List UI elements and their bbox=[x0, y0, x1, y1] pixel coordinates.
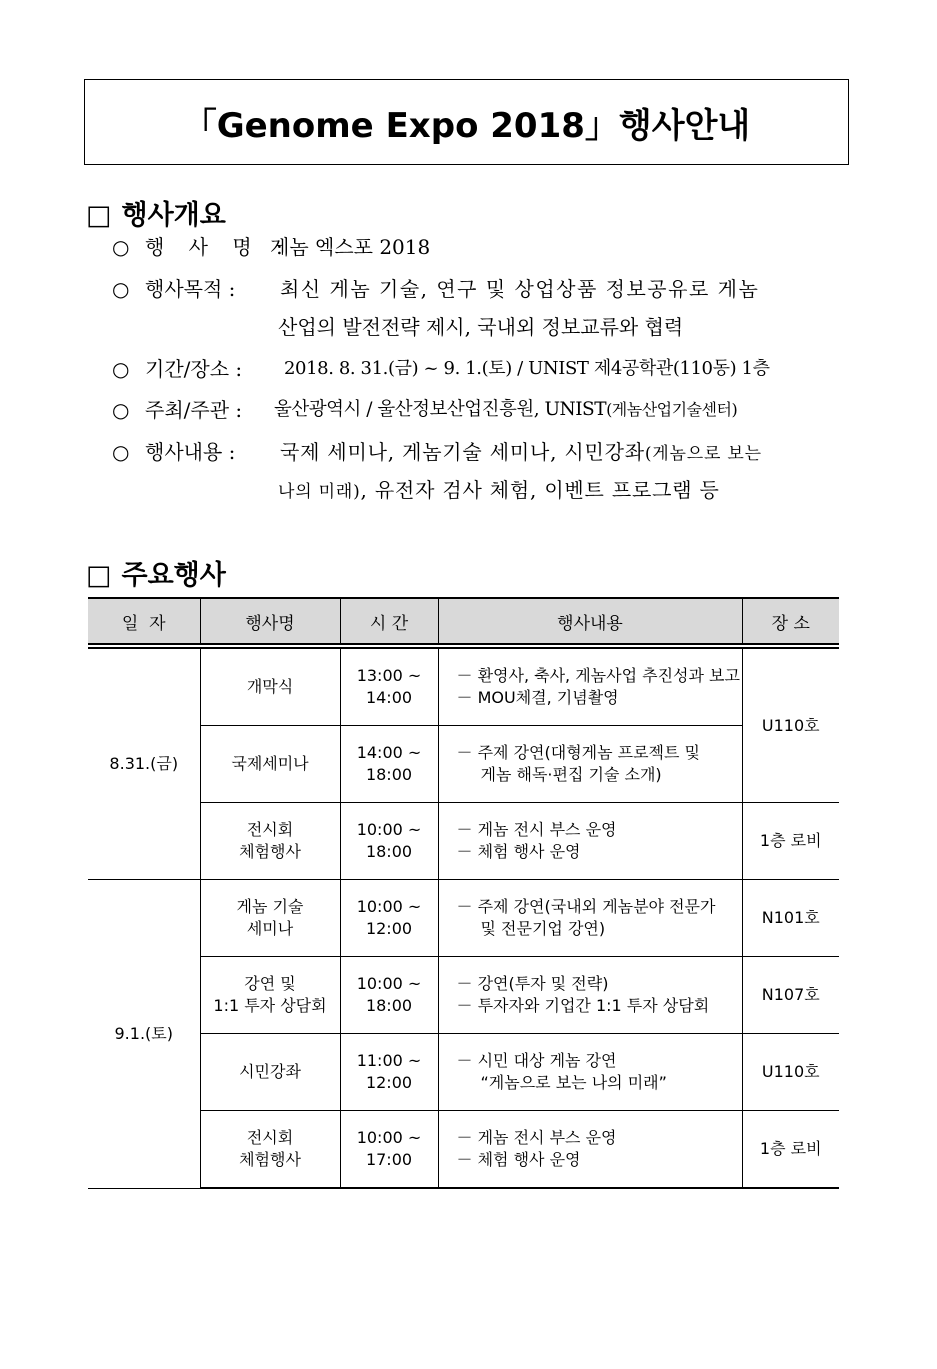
overview-label: 행 사 명 : bbox=[145, 235, 292, 259]
col-header-date: 일 자 bbox=[88, 598, 200, 644]
circle-bullet-icon: ○ bbox=[112, 357, 130, 381]
event-time: 10:00 ~ 18:00 bbox=[340, 803, 438, 880]
event-time: 14:00 ~ 18:00 bbox=[340, 726, 438, 803]
overview-label: 기간/장소 : bbox=[145, 357, 243, 381]
event-place: N107호 bbox=[742, 957, 839, 1034]
checkbox-icon: □ bbox=[86, 560, 112, 591]
event-time: 13:00 ~ 14:00 bbox=[340, 648, 438, 726]
event-content: － 주제 강연(대형게놈 프로젝트 및 게놈 해독·편집 기술 소개) bbox=[438, 726, 742, 803]
table-row bbox=[88, 957, 839, 1034]
event-content: － 게놈 전시 부스 운영 － 체험 행사 운영 bbox=[438, 803, 742, 880]
events-heading: □ 주요행사 bbox=[86, 560, 226, 591]
events-table bbox=[88, 597, 839, 1189]
event-name: 개막식 bbox=[200, 648, 340, 726]
col-header-place: 장 소 bbox=[742, 598, 839, 644]
overview-value-cont: 산업의 발전전략 제시, 국내외 정보교류와 협력 bbox=[278, 315, 684, 339]
table-row bbox=[88, 803, 839, 880]
event-place: U110호 bbox=[742, 1034, 839, 1111]
overview-value: 국제 세미나, 게놈기술 세미나, 시민강좌 bbox=[280, 440, 645, 464]
page-title: 「Genome Expo 2018」행사안내 bbox=[182, 105, 751, 146]
overview-value-small: (게놈산업기술센터) bbox=[606, 400, 738, 419]
date-cell: 8.31.(금) bbox=[88, 648, 200, 880]
event-time: 10:00 ~ 12:00 bbox=[340, 880, 438, 957]
event-time: 11:00 ~ 12:00 bbox=[340, 1034, 438, 1111]
table-row bbox=[88, 726, 839, 803]
event-name: 국제세미나 bbox=[200, 726, 340, 803]
overview-label: 주최/주관 : bbox=[145, 398, 243, 422]
event-name: 강연 및 1:1 투자 상담회 bbox=[200, 957, 340, 1034]
table-row bbox=[88, 880, 839, 957]
event-name: 전시회 체험행사 bbox=[200, 1111, 340, 1189]
overview-value-cont: , 유전자 검사 체험, 이벤트 프로그램 등 bbox=[360, 478, 720, 502]
circle-bullet-icon: ○ bbox=[112, 235, 130, 259]
event-content: － 강연(투자 및 전략) － 투자자와 기업간 1:1 투자 상담회 bbox=[438, 957, 742, 1034]
overview-label: 행사내용 : bbox=[145, 440, 236, 464]
event-content: － 게놈 전시 부스 운영 － 체험 행사 운영 bbox=[438, 1111, 742, 1189]
overview-value-small: (게놈으로 보는 bbox=[644, 444, 762, 464]
overview-value: 게놈 엑스포 2018 bbox=[270, 235, 431, 259]
table-row bbox=[88, 648, 839, 726]
event-place: 1층 로비 bbox=[742, 803, 839, 880]
checkbox-icon: □ bbox=[86, 200, 112, 231]
overview-label: 행사목적 : bbox=[145, 277, 236, 301]
col-header-name: 행사명 bbox=[200, 598, 340, 644]
circle-bullet-icon: ○ bbox=[112, 398, 130, 422]
event-name: 시민강좌 bbox=[200, 1034, 340, 1111]
overview-value: 최신 게놈 기술, 연구 및 상업상품 정보공유로 게놈 bbox=[280, 277, 760, 301]
event-content: － 시민 대상 게놈 강연 “게놈으로 보는 나의 미래” bbox=[438, 1034, 742, 1111]
event-time: 10:00 ~ 17:00 bbox=[340, 1111, 438, 1189]
title-box bbox=[84, 79, 849, 165]
event-name: 전시회 체험행사 bbox=[200, 803, 340, 880]
event-place: N101호 bbox=[742, 880, 839, 957]
overview-value: 울산광역시 / 울산정보산업진흥원, UNIST bbox=[274, 399, 607, 420]
overview-heading: □ 행사개요 bbox=[86, 200, 226, 231]
overview-value: 2018. 8. 31.(금) ~ 9. 1.(토) / UNIST 제4공학관(110동) 1층 bbox=[284, 358, 770, 379]
circle-bullet-icon: ○ bbox=[112, 277, 130, 301]
col-header-time: 시 간 bbox=[340, 598, 438, 644]
circle-bullet-icon: ○ bbox=[112, 440, 130, 464]
event-place: 1층 로비 bbox=[742, 1111, 839, 1189]
col-header-content: 행사내용 bbox=[438, 598, 742, 644]
event-place: U110호 bbox=[742, 648, 839, 803]
event-content: － 주제 강연(국내외 게놈분야 전문가 및 전문기업 강연) bbox=[438, 880, 742, 957]
event-time: 10:00 ~ 18:00 bbox=[340, 957, 438, 1034]
table-row bbox=[88, 1111, 839, 1189]
date-cell: 9.1.(토) bbox=[88, 880, 200, 1189]
overview-value-cont-small: 나의 미래) bbox=[278, 482, 361, 502]
event-name: 게놈 기술 세미나 bbox=[200, 880, 340, 957]
table-row bbox=[88, 1034, 839, 1111]
table-header-row bbox=[88, 598, 839, 644]
event-content: － 환영사, 축사, 게놈사업 추진성과 보고 － MOU체결, 기념촬영 bbox=[438, 648, 742, 726]
